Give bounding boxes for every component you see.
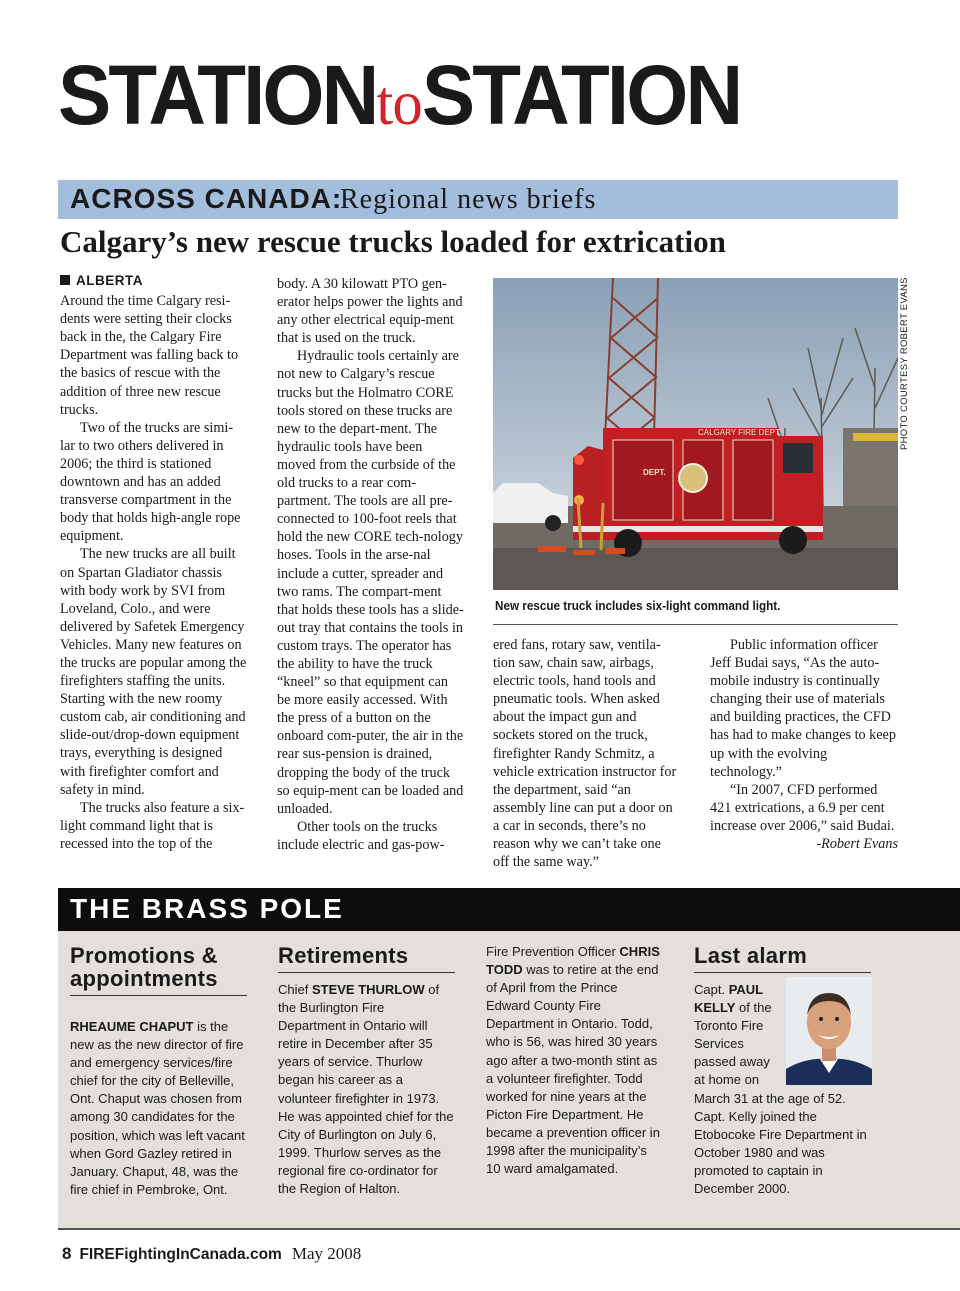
section-title: ACROSS CANADA: — [70, 183, 343, 214]
section-bar — [58, 180, 898, 219]
last-alarm-body-1: of the Toronto Fire Services passed away at home on — [694, 1000, 772, 1088]
page-footer — [62, 1244, 361, 1264]
retirements-column — [278, 944, 455, 1198]
paragraph: The trucks also feature a six-light command light that is recessed into the top of the — [60, 799, 245, 852]
promotions-heading — [70, 944, 247, 996]
promotion-text — [70, 1018, 247, 1199]
article-column-1 — [60, 272, 247, 853]
article-headline: Calgary’s new rescue trucks loaded for extrication — [60, 224, 726, 259]
rescue-truck-photo — [493, 278, 898, 590]
masthead-part-2: STATION — [421, 48, 741, 142]
truck-door-text: CALGARY FIRE DEPT. — [698, 428, 782, 437]
paragraph: “In 2007, CFD performed 421 extrications, a 6.9 per cent increase over 2006,” said Budai. — [710, 781, 895, 834]
retirement-title: Chief — [278, 982, 312, 997]
article-column-4 — [710, 636, 898, 853]
article-column-2 — [277, 275, 464, 854]
section-subtitle: Regional news briefs — [340, 184, 597, 215]
heading-line: appointments — [70, 966, 218, 991]
region-text: ALBERTA — [76, 273, 143, 288]
square-bullet-icon — [60, 275, 70, 285]
person-name: RHEAUME CHAPUT — [70, 1019, 194, 1034]
promotions-column — [70, 944, 247, 1199]
retirement-text — [278, 981, 455, 1198]
issue-date: May 2008 — [291, 1244, 362, 1263]
heading-line: Promotions & — [70, 943, 218, 968]
last-alarm-body-2: March 31 at the age of 52. Capt. Kelly joined the Etobocoke Fire Department in October 1980 and was promoted to captain in December 2000. — [694, 1090, 867, 1197]
paragraph: ered fans, rotary saw, ventila-tion saw, chain saw, airbags, electric tools, hand tools and pneumatic tools. When asked about the impact gun and sockets stored on the truck, firefighter Randy Schmitz, a vehicle extrication instructor for the department, said “an assembly line can put a door on a car in seconds, there’s no reason why we can’t take one off the same way.” — [493, 637, 677, 871]
masthead-part-1: STATION — [58, 48, 377, 142]
paul-kelly-portrait — [786, 977, 872, 1085]
person-name: STEVE THURLOW — [311, 982, 425, 997]
paragraph: body. A 30 kilowatt PTO gen-erator helps power the lights and any other electrical equip-ment that is used on the truck. — [277, 276, 463, 347]
site-name: FIREFightingInCanada.com — [79, 1246, 282, 1263]
page-number: 8 — [62, 1244, 72, 1263]
caption-divider — [493, 624, 898, 625]
person-name: PAUL KELLY — [694, 982, 763, 1016]
brass-pole-title: THE BRASS POLE — [70, 893, 344, 924]
photo-caption: New rescue truck includes six-light command light. — [495, 598, 781, 613]
truck-dept-text: DEPT. — [643, 468, 666, 477]
person-name: CHRIS TODD — [486, 944, 660, 978]
paragraph: Around the time Calgary resi-dents were setting their clocks back in the, the Calgary Fire Department was falling back to the basics of rescue with the addition of three new rescue trucks. — [60, 293, 239, 418]
paragraph: Two of the trucks are simi-lar to two others delivered in 2006; the third is stationed downtown and has an added transverse compartment in the body that holds high-angle rope equipment. — [60, 419, 241, 545]
retirement-body: of the Burlington Fire Department in Ontario will retire in December after 35 years of service. Thurlow began his career as a volunteer firefighter in 1973. He was appointed chief for the City of Burlington on July 6, 1999. Thurlow serves as the regional fire co-ordinator for the Region of Halton. — [278, 982, 454, 1197]
retirement-text — [486, 943, 663, 1178]
retirements-column-2 — [486, 943, 663, 1178]
photo-credit: PHOTO COURTESY ROBERT EVANS — [899, 277, 910, 450]
masthead-part-to: to — [376, 67, 422, 138]
masthead-title — [58, 50, 740, 140]
paragraph: Public information officer Jeff Budai says, “As the auto-mobile industry is continually changing their use of materials and building practices, the CFD has had to make changes to keep up with the evolving technology.” — [710, 637, 896, 780]
region-label — [60, 272, 247, 290]
section-bottom-rule — [58, 1228, 960, 1230]
retirements-heading: Retirements — [278, 944, 455, 973]
retirement-title: Fire Prevention Officer — [486, 944, 620, 959]
author-signature: -Robert Evans — [816, 836, 898, 853]
retirement-body: was to retire at the end of April from the Prince Edward County Fire Department in Ontario. Todd, who is 56, was hired 30 years ago after a two-month stint as a volunteer firefighter. Todd worked for nine years at the Picton Fire Department. He became a prevention officer in 1998 after the municipality’s 10 ward amalgamated. — [486, 962, 660, 1177]
paragraph: Other tools on the trucks include electric and gas-pow- — [277, 818, 445, 853]
promotion-body: is the new as the new director of fire and emergency services/fire chief for the city of Belleville, Ont. Chaput was chosen from among 30 candidates for the position, which was left vacant when Gord Gazley retired in January. Chaput, 48, was the fire chief in Pembroke, Ont. — [70, 1019, 245, 1197]
article-column-3 — [493, 636, 680, 871]
last-alarm-text — [694, 981, 780, 1090]
rank: Capt. — [694, 982, 729, 997]
last-alarm-heading: Last alarm — [694, 944, 871, 973]
paragraph: Hydraulic tools certainly are not new to Calgary’s rescue trucks but the Holmatro CORE tools stored on these trucks are new to the depart-ment. The hydraulic tools have been moved from the curbside of the old trucks to a rear com-partment. The tools are all pre-connected to 100-foot reels that hold the new CORE tech-nology hoses. Tools in the arse-nal include a cutter, spreader and two rams. The compart-ment that holds these tools has a slide-out tray that contains the tools in custom trays. The operator has the ability to have the truck “kneel” so that equipment can be more easily accessed. With the press of a button on the onboard com-puter, the air in the rear sus-pension is drained, dropping the body of the truck so equip-ment can be loaded and unloaded. — [277, 348, 464, 817]
paragraph: The new trucks are all built on Spartan Gladiator chassis with body work by SVI from Loveland, Colo., and were delivered by Safetek Emergency Vehicles. Many new features on the trucks are popular among the firefighters staffing the units. Starting with the new roomy custom cab, air conditioning and slide-out/drop-down equipment trays, everything is designed with firefighter comfort and safety in mind. — [60, 546, 247, 798]
